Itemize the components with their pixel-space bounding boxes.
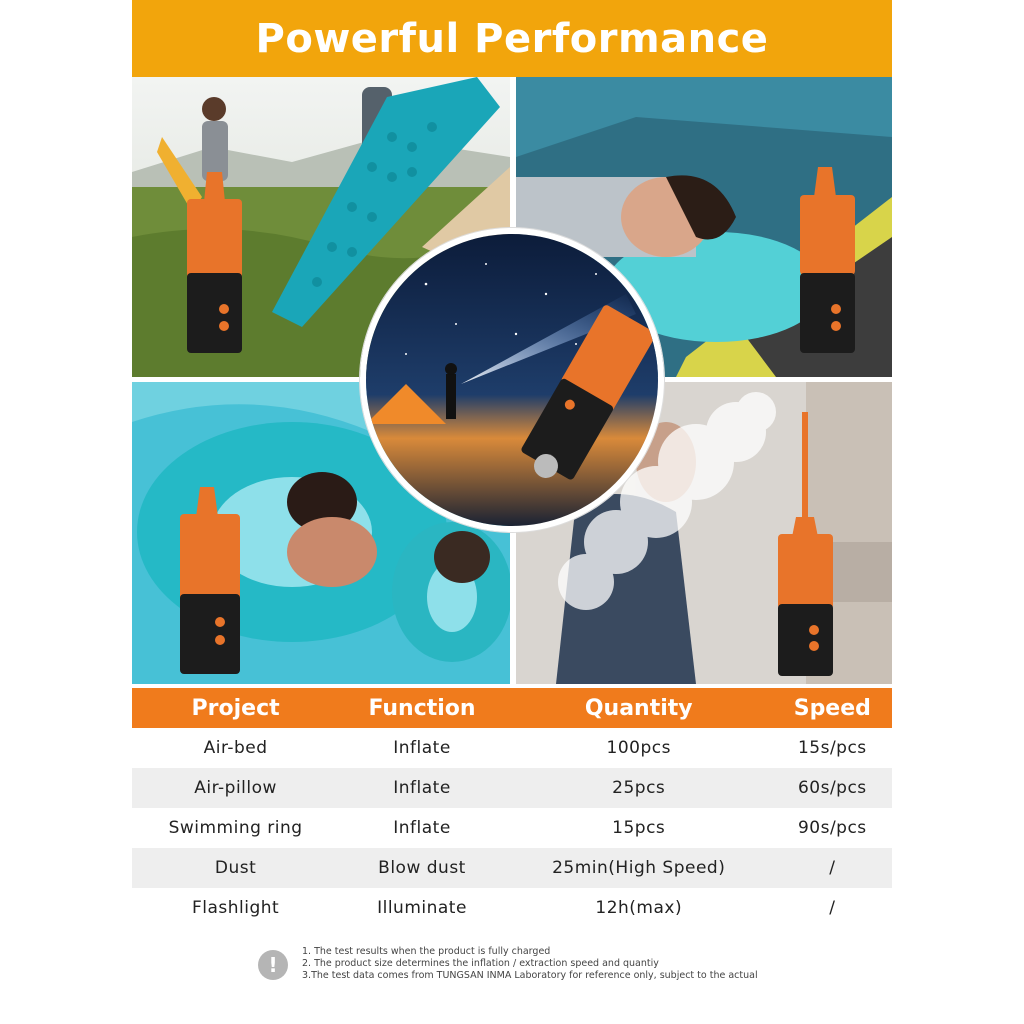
cell-project: Air-pillow — [132, 768, 339, 808]
cell-quantity: 100pcs — [505, 728, 773, 768]
table-row — [132, 848, 892, 888]
column-header-quantity: Quantity — [505, 688, 773, 728]
photo-night-flashlight — [360, 228, 664, 532]
table-row — [132, 728, 892, 768]
title-banner — [132, 0, 892, 77]
cell-speed: / — [773, 848, 892, 888]
footnote-line: 2. The product size determines the inflation / extraction speed and quantiy — [302, 958, 659, 969]
cell-speed: / — [773, 888, 892, 928]
cell-function: Inflate — [339, 768, 505, 808]
pump-icon — [180, 487, 240, 674]
cell-project: Flashlight — [132, 888, 339, 928]
cell-project: Swimming ring — [132, 808, 339, 848]
cell-quantity: 12h(max) — [505, 888, 773, 928]
cell-project: Air-bed — [132, 728, 339, 768]
cell-speed: 15s/pcs — [773, 728, 892, 768]
cell-quantity: 15pcs — [505, 808, 773, 848]
cell-speed: 90s/pcs — [773, 808, 892, 848]
table-header-row — [132, 688, 892, 728]
page-title: Powerful Performance — [255, 15, 769, 62]
cell-function: Inflate — [339, 728, 505, 768]
pump-icon — [187, 172, 242, 353]
exclamation-icon: ! — [258, 950, 288, 980]
footnote-lines — [302, 946, 758, 982]
cell-speed: 60s/pcs — [773, 768, 892, 808]
column-header-speed: Speed — [773, 688, 892, 728]
table-row — [132, 808, 892, 848]
column-header-project: Project — [132, 688, 339, 728]
cell-function: Illuminate — [339, 888, 505, 928]
cell-function: Inflate — [339, 808, 505, 848]
cell-quantity: 25min(High Speed) — [505, 848, 773, 888]
cell-project: Dust — [132, 848, 339, 888]
footnote-line: 1. The test results when the product is fully charged — [302, 946, 551, 957]
table-row — [132, 888, 892, 928]
performance-table — [132, 688, 892, 928]
table-row — [132, 768, 892, 808]
footnote-line: 3.The test data comes from TUNGSAN INMA Laboratory for reference only, subject to the actual — [302, 970, 758, 981]
cell-function: Blow dust — [339, 848, 505, 888]
column-header-function: Function — [339, 688, 505, 728]
cell-quantity: 25pcs — [505, 768, 773, 808]
